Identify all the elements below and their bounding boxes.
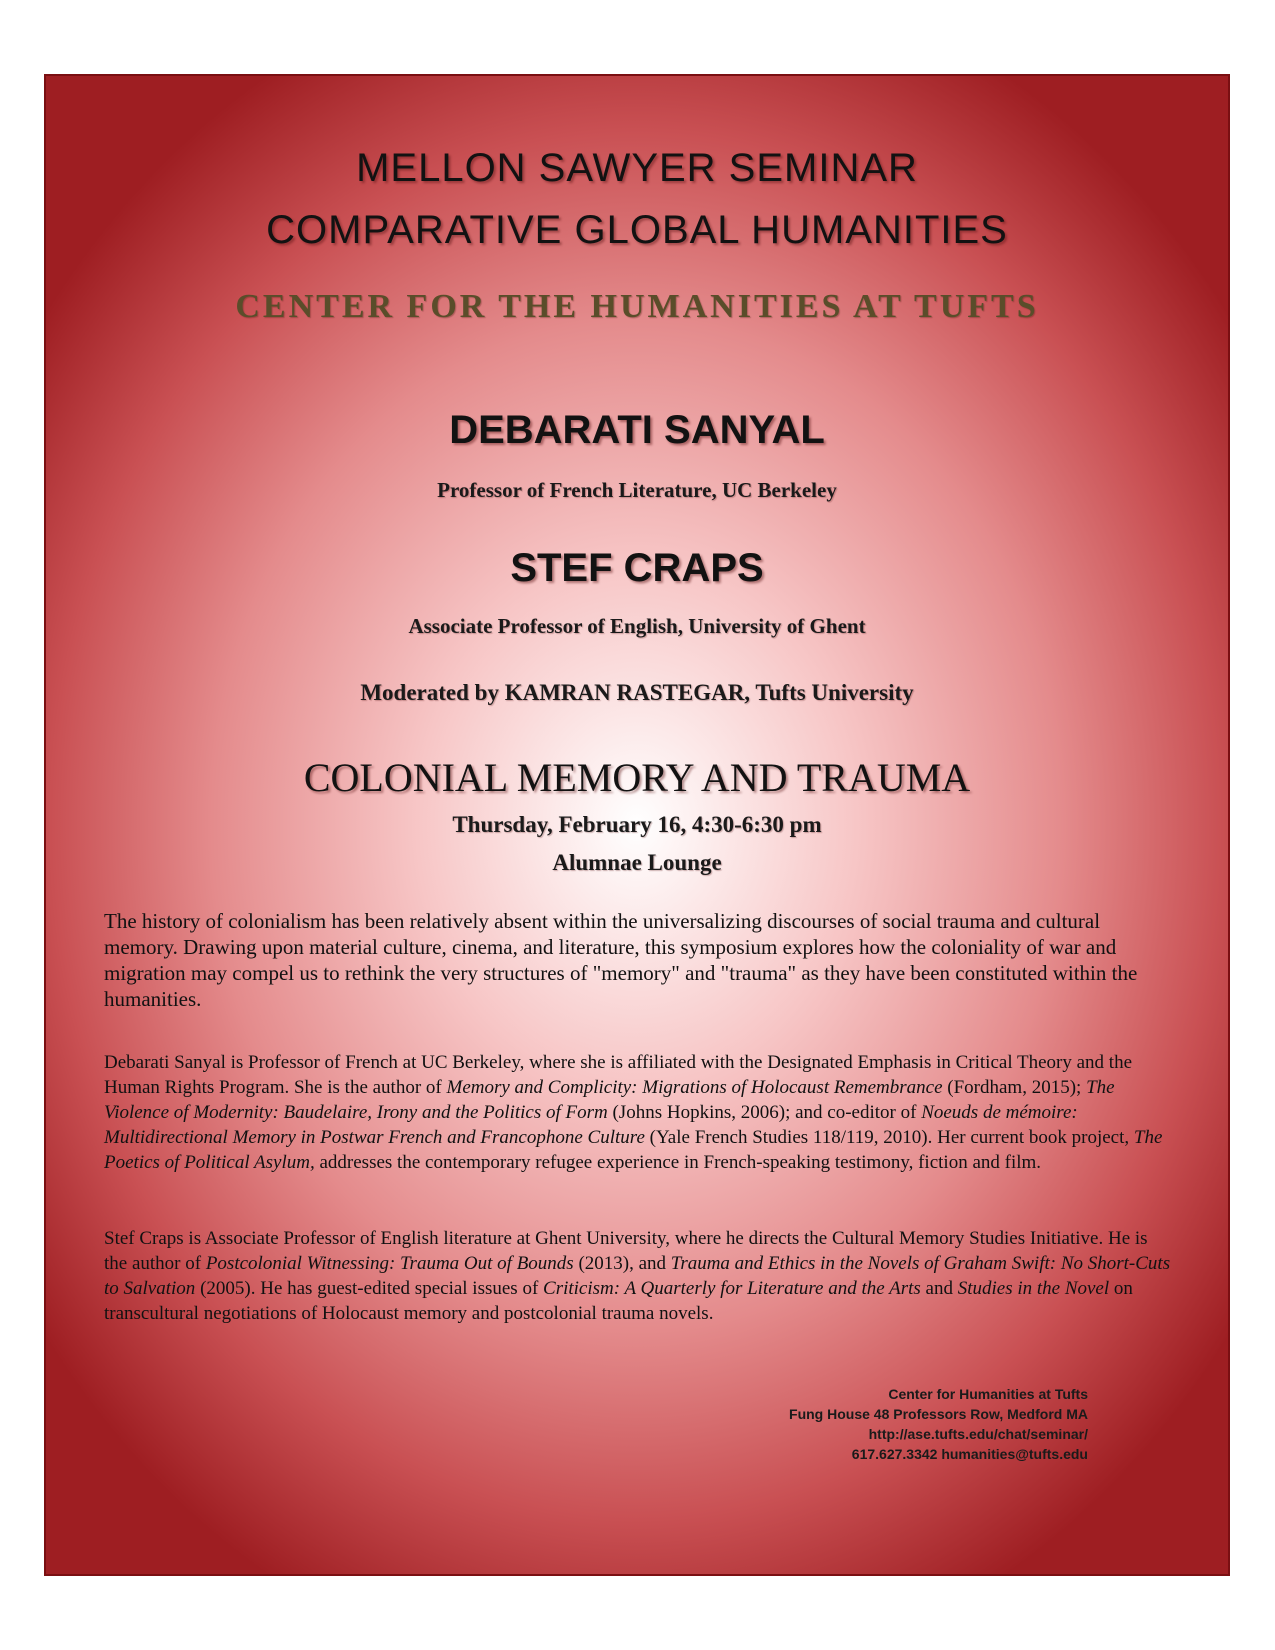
bio-text: Debarati Sanyal is Professor of French at UC Berkeley, where she is affiliated with the Designated Emphasis in Critical Theory and the Human Rights Program. She is the author of xyxy=(104,1052,1133,1098)
moderator-line: Moderated by KAMRAN RASTEGAR, Tufts University xyxy=(360,680,914,705)
book-title: Trauma and Ethics in the Novels of Graham Swift: No Short-Cuts to Salvation xyxy=(104,1253,1171,1299)
speaker-name: STEF CRAPS xyxy=(510,546,764,590)
bio-text: on transcultural negotiations of Holocaust memory and postcolonial trauma novels. xyxy=(104,1278,1133,1324)
event-title: COLONIAL MEMORY AND TRAUMA xyxy=(303,755,971,800)
contact-block xyxy=(789,1384,1088,1464)
bio-text: (Johns Hopkins, 2006); and co-editor of xyxy=(607,1102,922,1123)
book-title: Memory and Complicity: Migrations of Holocaust Remembrance xyxy=(446,1077,943,1098)
event-abstract: The history of colonialism has been relatively absent within the universalizing discourses of social trauma and cultural memory. Drawing upon material culture, cinema, and literature, this symposium explores how the coloniality of war and migration may compel us to rethink the very structures of "memory" and "trauma" as they have been constituted within the humanities. xyxy=(104,909,1138,1011)
book-title: Postcolonial Witnessing: Trauma Out of Bounds xyxy=(205,1253,574,1274)
speaker-affiliation: Professor of French Literature, UC Berkeley xyxy=(437,478,837,502)
book-title: Noeuds de mémoire: Multidirectional Memory in Postwar French and Francophone Culture xyxy=(104,1102,1078,1148)
contact-org: Center for Humanities at Tufts xyxy=(888,1386,1088,1402)
bio-text: (Yale French Studies 118/119, 2010). Her current book project, xyxy=(644,1127,1134,1148)
bio-text: (2013), and xyxy=(573,1253,671,1274)
bio-text: addresses the contemporary refugee experience in French-speaking testimony, fiction and film. xyxy=(314,1152,1042,1173)
event-datetime: Thursday, February 16, 4:30-6:30 pm xyxy=(452,812,822,837)
center-name: CENTER FOR THE HUMANITIES AT TUFTS xyxy=(235,288,1039,325)
speaker-bio-sanyal xyxy=(104,1050,1174,1175)
speaker-name: DEBARATI SANYAL xyxy=(449,408,825,452)
journal-title: Studies in the Novel xyxy=(957,1278,1110,1299)
journal-title: Criticism: A Quarterly for Literature and the Arts xyxy=(543,1278,921,1299)
contact-address: Fung House 48 Professors Row, Medford MA xyxy=(789,1406,1088,1422)
book-title: The Violence of Modernity: Baudelaire, Irony and the Politics of Form xyxy=(104,1077,1115,1123)
contact-url: http://ase.tufts.edu/chat/seminar/ xyxy=(868,1426,1088,1442)
bio-text: (2005). He has guest-edited special issues of xyxy=(195,1278,544,1299)
speaker-affiliation: Associate Professor of English, University of Ghent xyxy=(408,614,866,638)
event-poster xyxy=(44,74,1230,1576)
series-title-line-1: MELLON SAWYER SEMINAR xyxy=(356,146,918,190)
contact-phone-email: 617.627.3342 humanities@tufts.edu xyxy=(851,1446,1088,1462)
series-title-line-2: COMPARATIVE GLOBAL HUMANITIES xyxy=(266,208,1008,252)
speaker-bio-craps xyxy=(104,1226,1174,1326)
bio-text: (Fordham, 2015); xyxy=(942,1077,1087,1098)
bio-text: and xyxy=(920,1278,958,1299)
bio-text: Stef Craps is Associate Professor of English literature at Ghent University, where he directs the Cultural Memory Studies Initiative. He is the author of xyxy=(104,1228,1148,1274)
book-title: The Poetics of Political Asylum, xyxy=(104,1127,1163,1173)
event-location: Alumnae Lounge xyxy=(552,850,722,875)
